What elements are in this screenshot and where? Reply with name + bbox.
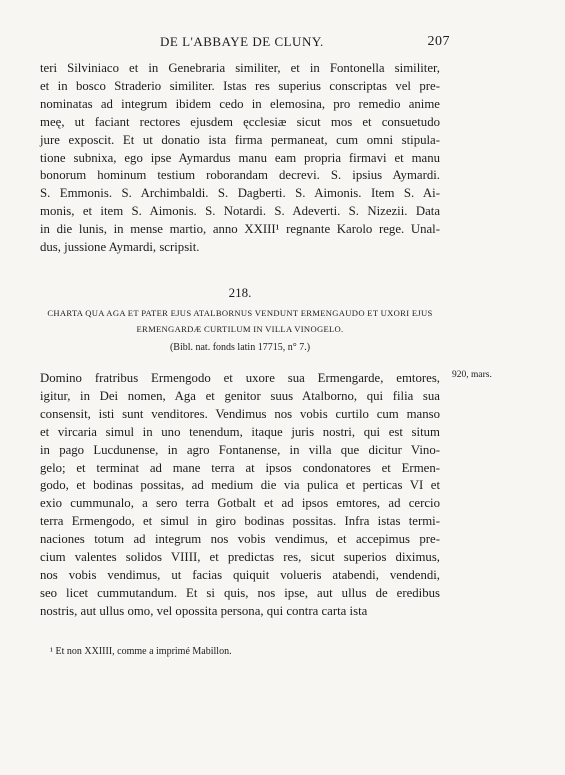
text-line: et vircaria simul in uno tenendum, itaque juris nostri, qui est situm <box>40 424 440 439</box>
running-title: DE L'ABBAYE DE CLUNY. <box>160 34 324 49</box>
text-line: naciones totum ad integrum nos vobis vendimus, et accepimus pre- <box>40 532 440 547</box>
margin-date: 920, mars. <box>452 370 492 380</box>
text-line: jure exposcit. Et ut donatio ista firma permaneat, cum omni stipula- <box>40 132 440 147</box>
text-line: godo, et bodinas possitas, ad medium die via pulica et perticas VI et <box>40 478 440 493</box>
text-line: S. Emmonis. S. Archimbaldi. S. Dagberti. S. Aimonis. Item S. Ai- <box>40 186 440 201</box>
text-line: nos vobis vendimus, ut facias quiquit volueris atabendi, vendendi, <box>40 567 440 582</box>
charter-text <box>40 370 440 621</box>
text-line: dus, jussione Aymardi, scripsit. <box>40 240 200 255</box>
text-line: exio cummunalo, a sero terra Gotbalt et ad ipsos emtores, ad cercio <box>40 496 440 511</box>
footnote: ¹ Et non XXIIII, comme a imprimé Mabillon. <box>50 646 232 657</box>
text-line: teri Silviniaco et in Genebraria similiter, et in Fontonella similiter, <box>40 61 440 75</box>
source-reference: (Bibl. nat. fonds latin 17715, n° 7.) <box>169 342 311 353</box>
text-line: bonorum hominum testium roborandam decrevi. S. ipsius Aymardi. <box>40 168 440 183</box>
text-line: in pago Lucdunense, in agro Fontanense, in villa que dicitur Vino- <box>40 442 440 457</box>
text-line: consensit, isti sunt venditores. Vendimus nos vobis curtilo cum manso <box>40 406 440 421</box>
text-line: et in bosco Straderio similiter. Istas res superius conscriptas vel pre- <box>40 78 440 93</box>
text-line: seo licet cummutandum. Et si quis, nos ipse, aut ullus de eredibus <box>40 585 440 600</box>
page-number: 207 <box>427 34 450 49</box>
text-line: terra Ermengodo, et simul in giro bodinas possitas. Infra istas termi- <box>40 514 440 529</box>
text-line: igitur, in Dei nomen, Aga et genitor suus Atalborno, qui filia sua <box>40 388 440 403</box>
charter-number: 218. <box>228 285 252 300</box>
text-line: monis, et item S. Aimonis. S. Notardi. S. Adeverti. S. Nizezii. Data <box>40 204 440 219</box>
text-line: gelo; et terminat ad mane terra at ipsos condonatores et Ermen- <box>40 460 440 475</box>
text-line: tione subnixa, ego ipse Aymardus manu eam propria firmavi et manu <box>40 150 440 165</box>
previous-charter-ending <box>40 60 440 257</box>
charter-heading-line-1: CHARTA QUA AGA ET PATER EJUS ATALBORNUS VENDUNT ERMENGAUDO ET UXORI EJUS <box>47 308 433 318</box>
charter-heading <box>40 305 440 337</box>
charter-heading-line-2: ERMENGARDÆ CURTILUM IN VILLA VINOGELO. <box>136 324 344 334</box>
text-line: in die lunis, in mense martio, anno XXIII¹ regnante Karolo rege. Unal- <box>40 222 440 237</box>
text-line: nominatas ad integrum ibidem cedo in elemosina, pro remedio anime <box>40 96 440 111</box>
text-line: Domino fratribus Ermengodo et uxore sua Ermengarde, emtores, <box>40 371 440 385</box>
text-line: cium valentes solidos VIIII, et predictas res, sicut superios diximus, <box>40 550 440 565</box>
text-line: meę, ut faciant rectores ejusdem ęcclesiæ sicut mos et consuetudo <box>40 114 440 129</box>
text-line: nostris, aut ullus omo, vel opossita persona, qui contra carta ista <box>40 603 368 618</box>
